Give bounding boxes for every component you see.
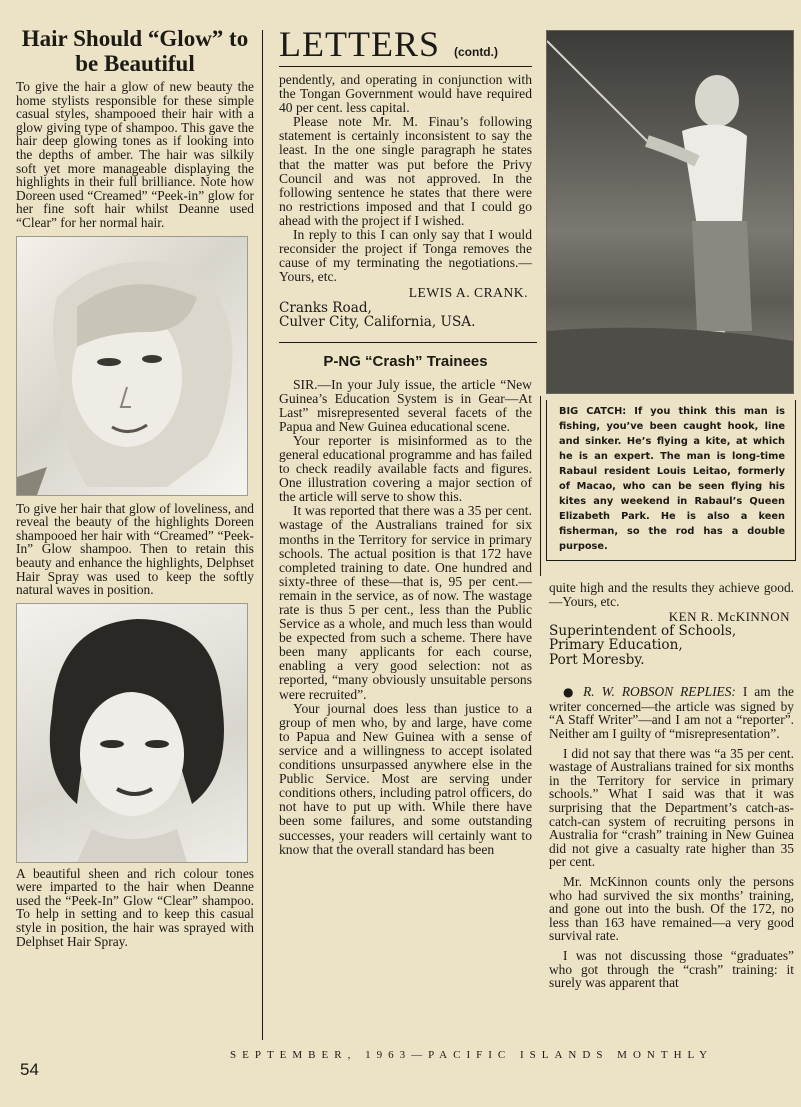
letter-crank-p1: pendently, and operating in conjunction with the Tongan Government would have required 40 per cent. less capital. <box>279 72 532 116</box>
photo-column <box>546 30 794 561</box>
photo-caption-box <box>546 400 796 561</box>
column-divider <box>262 30 263 1040</box>
section-divider <box>279 342 537 343</box>
doreen-portrait-illustration <box>17 237 247 495</box>
column-divider-2 <box>540 396 541 576</box>
letter-crank-p3: In reply to this I can only say that I would reconsider the project if Tonga removes the cause of my terminating the negotiations.—Yours, etc. <box>279 227 532 285</box>
png-letter-signature: KEN R. McKINNON <box>668 609 790 625</box>
caption-doreen: To give her hair that glow of loveliness, and reveal the beauty of the highlights Doreen shampooed her hair with “Creamed” “Peek-In” Glow shampoo. Then to retain this beauty and enhance the highlights, Delphset Hair Spray was used to keep the softly natural waves in position. <box>16 500 254 598</box>
letter-crank-address-1: Cranks Road, <box>279 299 372 316</box>
deanne-photo <box>16 603 248 863</box>
letters-column-continued <box>549 581 794 990</box>
png-letter-p5: quite high and the results they achieve good.—Yours, etc. <box>549 580 794 609</box>
letters-header <box>279 26 532 67</box>
letter-crank-p2: Please note Mr. M. Finau’s following statement is certainly inconsistent to say the least. In the one single paragraph he states that the matter was put before the Privy Council and was not approved. In the following sentence he states that there were no restrictions imposed and that I could go ahead with the project if I wished. <box>279 114 532 228</box>
png-letter-p2: Your reporter is misinformed as to the general educational programme and has failed to check readily available facts and figures. One illustration covering a major section of the article will serve to show this. <box>279 432 532 505</box>
article-title: Hair Should “Glow” to be Beautiful <box>21 26 249 76</box>
letters-contd: (contd.) <box>453 45 498 59</box>
letter-crank-address-2: Culver City, California, USA. <box>279 314 476 330</box>
letters-column <box>279 26 532 857</box>
png-letter-p3: It was reported that there was a 35 per cent. wastage of the Australians trained for six months in the Territory for service in primary schools. The actual position is that 172 have completed training to date. One hundred and sixty-three of these—that is, 95 per cent.—remain in the service, as of now. The wastage rate is thus 5 per cent., less than the Public Service as a whole, and much less than would be expected from such a scheme. There have been many applicants for each course, enabling a very good selection: not as reported, “many obviously unsuitable persons were recruited”. <box>279 503 532 702</box>
reply-p4: I was not discussing those “graduates” who got through the “crash” training: it surely was apparent that <box>549 947 794 991</box>
png-letter-p1: SIR.—In your July issue, the article “New Guinea’s Education System is in Gear—At Last” misrepresented several facets of the Papua and New Guinea educational scene. <box>279 376 532 434</box>
png-letter-title-2: Primary Education, <box>549 637 683 654</box>
png-letter-p4: Your journal does less than justice to a group of men who, by and large, have come to Papua and New Guinea with a sense of service and a willingness to accept isolated conditions unsurpassed anywhere else in the Public Service. Most are serving under conditions others, including patrol officers, do not have to put up with. While there have been some failures, and some outstanding successes, your readers will certainly want to know that the overall standard has been <box>279 700 532 857</box>
letters-title: LETTERS <box>279 24 440 64</box>
reply-p3: Mr. McKinnon counts only the persons who had survived the six months’ training, and gone out into the bush. Of the 172, no less than 163 have remained—a very good survival rate. <box>549 874 794 944</box>
png-letter-title-3: Port Moresby. <box>549 651 645 668</box>
reply-heading: R. W. ROBSON REPLIES: <box>583 684 736 700</box>
reply-p2: I did not say that there was “a 35 per cent. wastage of Australians trained for six months in the Territory for service in primary schools.” What I said was that it was surprising that the Department’s catch-as-catch-can system of recruiting persons in Australia for “crash” training in New Guinea did not give a casualty rate higher than 35 per cent. <box>549 745 794 870</box>
caption-deanne: A beautiful sheen and rich colour tones were imparted to the hair when Deanne used the “Peek-In” Glow “Clear” shampoo. To help in setting and to keep this casual style in position, the hair was sprayed with Delphset Hair Spray. <box>16 865 254 949</box>
hair-article <box>16 26 254 948</box>
big-catch-caption: BIG CATCH: If you think this man is fishing, you’ve been caught hook, line and sinker. He’s flying a kite, at which he is an expert. The man is long-time Rabaul resident Louis Leitao, formerly of Macao, who can be seen flying his kites any weekend in Rabaul’s Queen Elizabeth Park. He is also a keen fisherman, so the rod has a double purpose. <box>559 406 785 552</box>
page-footer: SEPTEMBER, 1963—PACIFIC ISLANDS MONTHLY <box>230 1049 714 1061</box>
png-letter-title-1: Superintendent of Schools, <box>549 622 737 639</box>
deanne-portrait-illustration <box>17 604 247 862</box>
kite-flyer-photo <box>546 30 794 394</box>
article-intro: To give the hair a glow of new beauty the home stylists responsible for these simple casual styles, shampooed their hair with a glow giving type of shampoo. This gave the hair deep glowing tones as if looking into the depths of amber. The hair was silkily soft yet more manageable displaying the highlights in their full brilliance. Note how Doreen used “Creamed” “Peek-in” glow for her fine soft hair whilst Deanne used “Clear” for her normal hair. <box>16 79 254 230</box>
page-number: 54 <box>20 1060 39 1079</box>
reply-p1: I am the writer concerned—the article was signed by “A Staff Writer”—and I am not a “reporter”. Neither am I guilty of “misrepresentation”. <box>549 684 794 742</box>
reply-p1-wrap <box>549 685 794 740</box>
letter-crank-signature: LEWIS A. CRANK. <box>408 285 528 301</box>
kite-flyer-illustration <box>547 31 793 393</box>
doreen-photo <box>16 236 248 496</box>
bullet-icon: ● <box>563 685 578 700</box>
png-letter-heading: P-NG “Crash” Trainees <box>323 352 488 370</box>
